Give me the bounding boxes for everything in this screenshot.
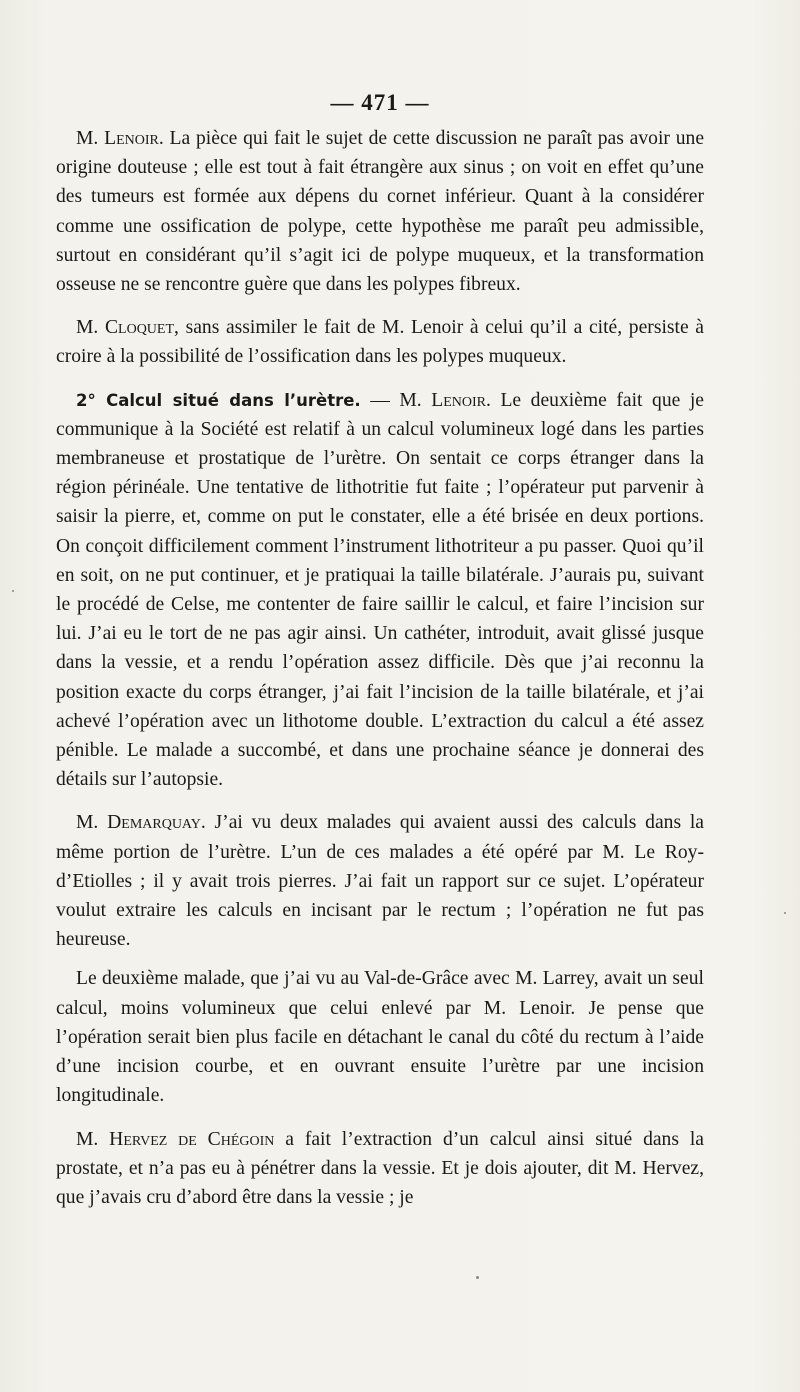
paragraph-text: sans assimiler le fait de M. Lenoir à celui qu’il a cité, persiste à croire à la possibilité de l’ossification dans les polypes muqueux. xyxy=(56,317,704,368)
paragraph-demarquay-second-case xyxy=(56,964,704,1110)
paragraph-text: a fait l’extraction d’un calcul ainsi situé dans la prostate, et n’a pas eu à pénétrer dans la vessie. Et je dois ajouter, dit M. Hervez, que j’avais cru d’abord être dans la vessie ; je xyxy=(56,1128,704,1208)
speaker-name: M. Cloquet, xyxy=(76,317,179,339)
paragraph-hervez xyxy=(56,1125,704,1213)
paragraph-cloquet xyxy=(56,313,704,371)
paper-speck xyxy=(12,590,14,592)
paragraph-lenoir-polyp xyxy=(56,124,704,299)
paragraph-text: Le deuxième fait que je communique à la Société est relatif à un calcul volumineux logé dans les parties membraneuse et prostatique de l’urètre. On sentait ce corps étranger dans la région périnéale. Une tentative de lithotritie fut faite ; l’opérateur put parvenir à saisir la pierre, et, comme on put le constater, elle a été brisée en deux portions. On conçoit difficilement comment l’instrument lithotriteur a pu passer. Quoi qu’il en soit, on ne put continuer, et je pratiquai la taille bilatérale. J’aurais pu, suivant le procédé de Celse, me contenter de faire saillir le calcul, et faire l’incision sur lui. J’ai eu le tort de ne pas agir ainsi. Un cathéter, introduit, avait glissé jusque dans la vessie, et a rendu l’opération assez difficile. Dès que j’ai reconnu la position exacte du corps étranger, j’ai fait l’incision de la taille bilatérale, et j’ai achevé l’opération avec un lithotome double. L’extraction du calcul a été assez pénible. Le malade a succombé, et dans une prochaine séance je donnerai des détails sur l’autopsie. xyxy=(56,389,704,791)
paper-speck xyxy=(784,912,786,914)
paper-speck xyxy=(476,1276,479,1279)
speaker-name: M. Lenoir. xyxy=(399,389,491,411)
speaker-name: M. Lenoir. xyxy=(76,128,164,149)
page-number: — 471 — xyxy=(330,90,430,115)
speaker-name: M. Demarquay. xyxy=(76,812,206,834)
paragraph-text: La pièce qui fait le sujet de cette discussion ne paraît pas avoir une origine douteuse ; elle est tout à fait étrangère aux sinus ; on voit en effet qu’une des tumeurs est formée aux dépens du cornet inférieur. Quant à la considérer comme une ossification de polype, cette hypothèse me paraît peu admissible, surtout en considérant qu’il s’agit ici de polype muqueux, et la transformation osseuse ne se rencontre guère que dans les polypes fibreux. xyxy=(56,128,705,296)
paragraph-calcul-uretre xyxy=(56,386,704,795)
heading-dash: — xyxy=(360,389,400,411)
speaker-name: M. Hervez de Chégoin xyxy=(76,1128,275,1150)
paragraph-demarquay xyxy=(56,808,704,954)
paragraph-text: Le deuxième malade, que j’ai vu au Val-de-Grâce avec M. Larrey, avait un seul calcul, moins volumineux que celui enlevé par M. Lenoir. Je pense que l’opération serait bien plus facile en détachant le canal du côté du rectum à l’aide d’une incision courbe, et en ouvrant ensuite l’urètre par une incision longitudinale. xyxy=(56,968,704,1107)
paragraph-text: J’ai vu deux malades qui avaient aussi des calculs dans la même portion de l’urètre. L’un de ces malades a été opéré par M. Le Roy-d’Etiolles ; il y avait trois pierres. J’ai fait un rapport sur ce sujet. L’opérateur voulut extraire les calculs en incisant par le rectum ; l’opération ne fut pas heureuse. xyxy=(56,812,704,951)
section-heading: 2° Calcul situé dans l’urètre. xyxy=(76,390,361,410)
